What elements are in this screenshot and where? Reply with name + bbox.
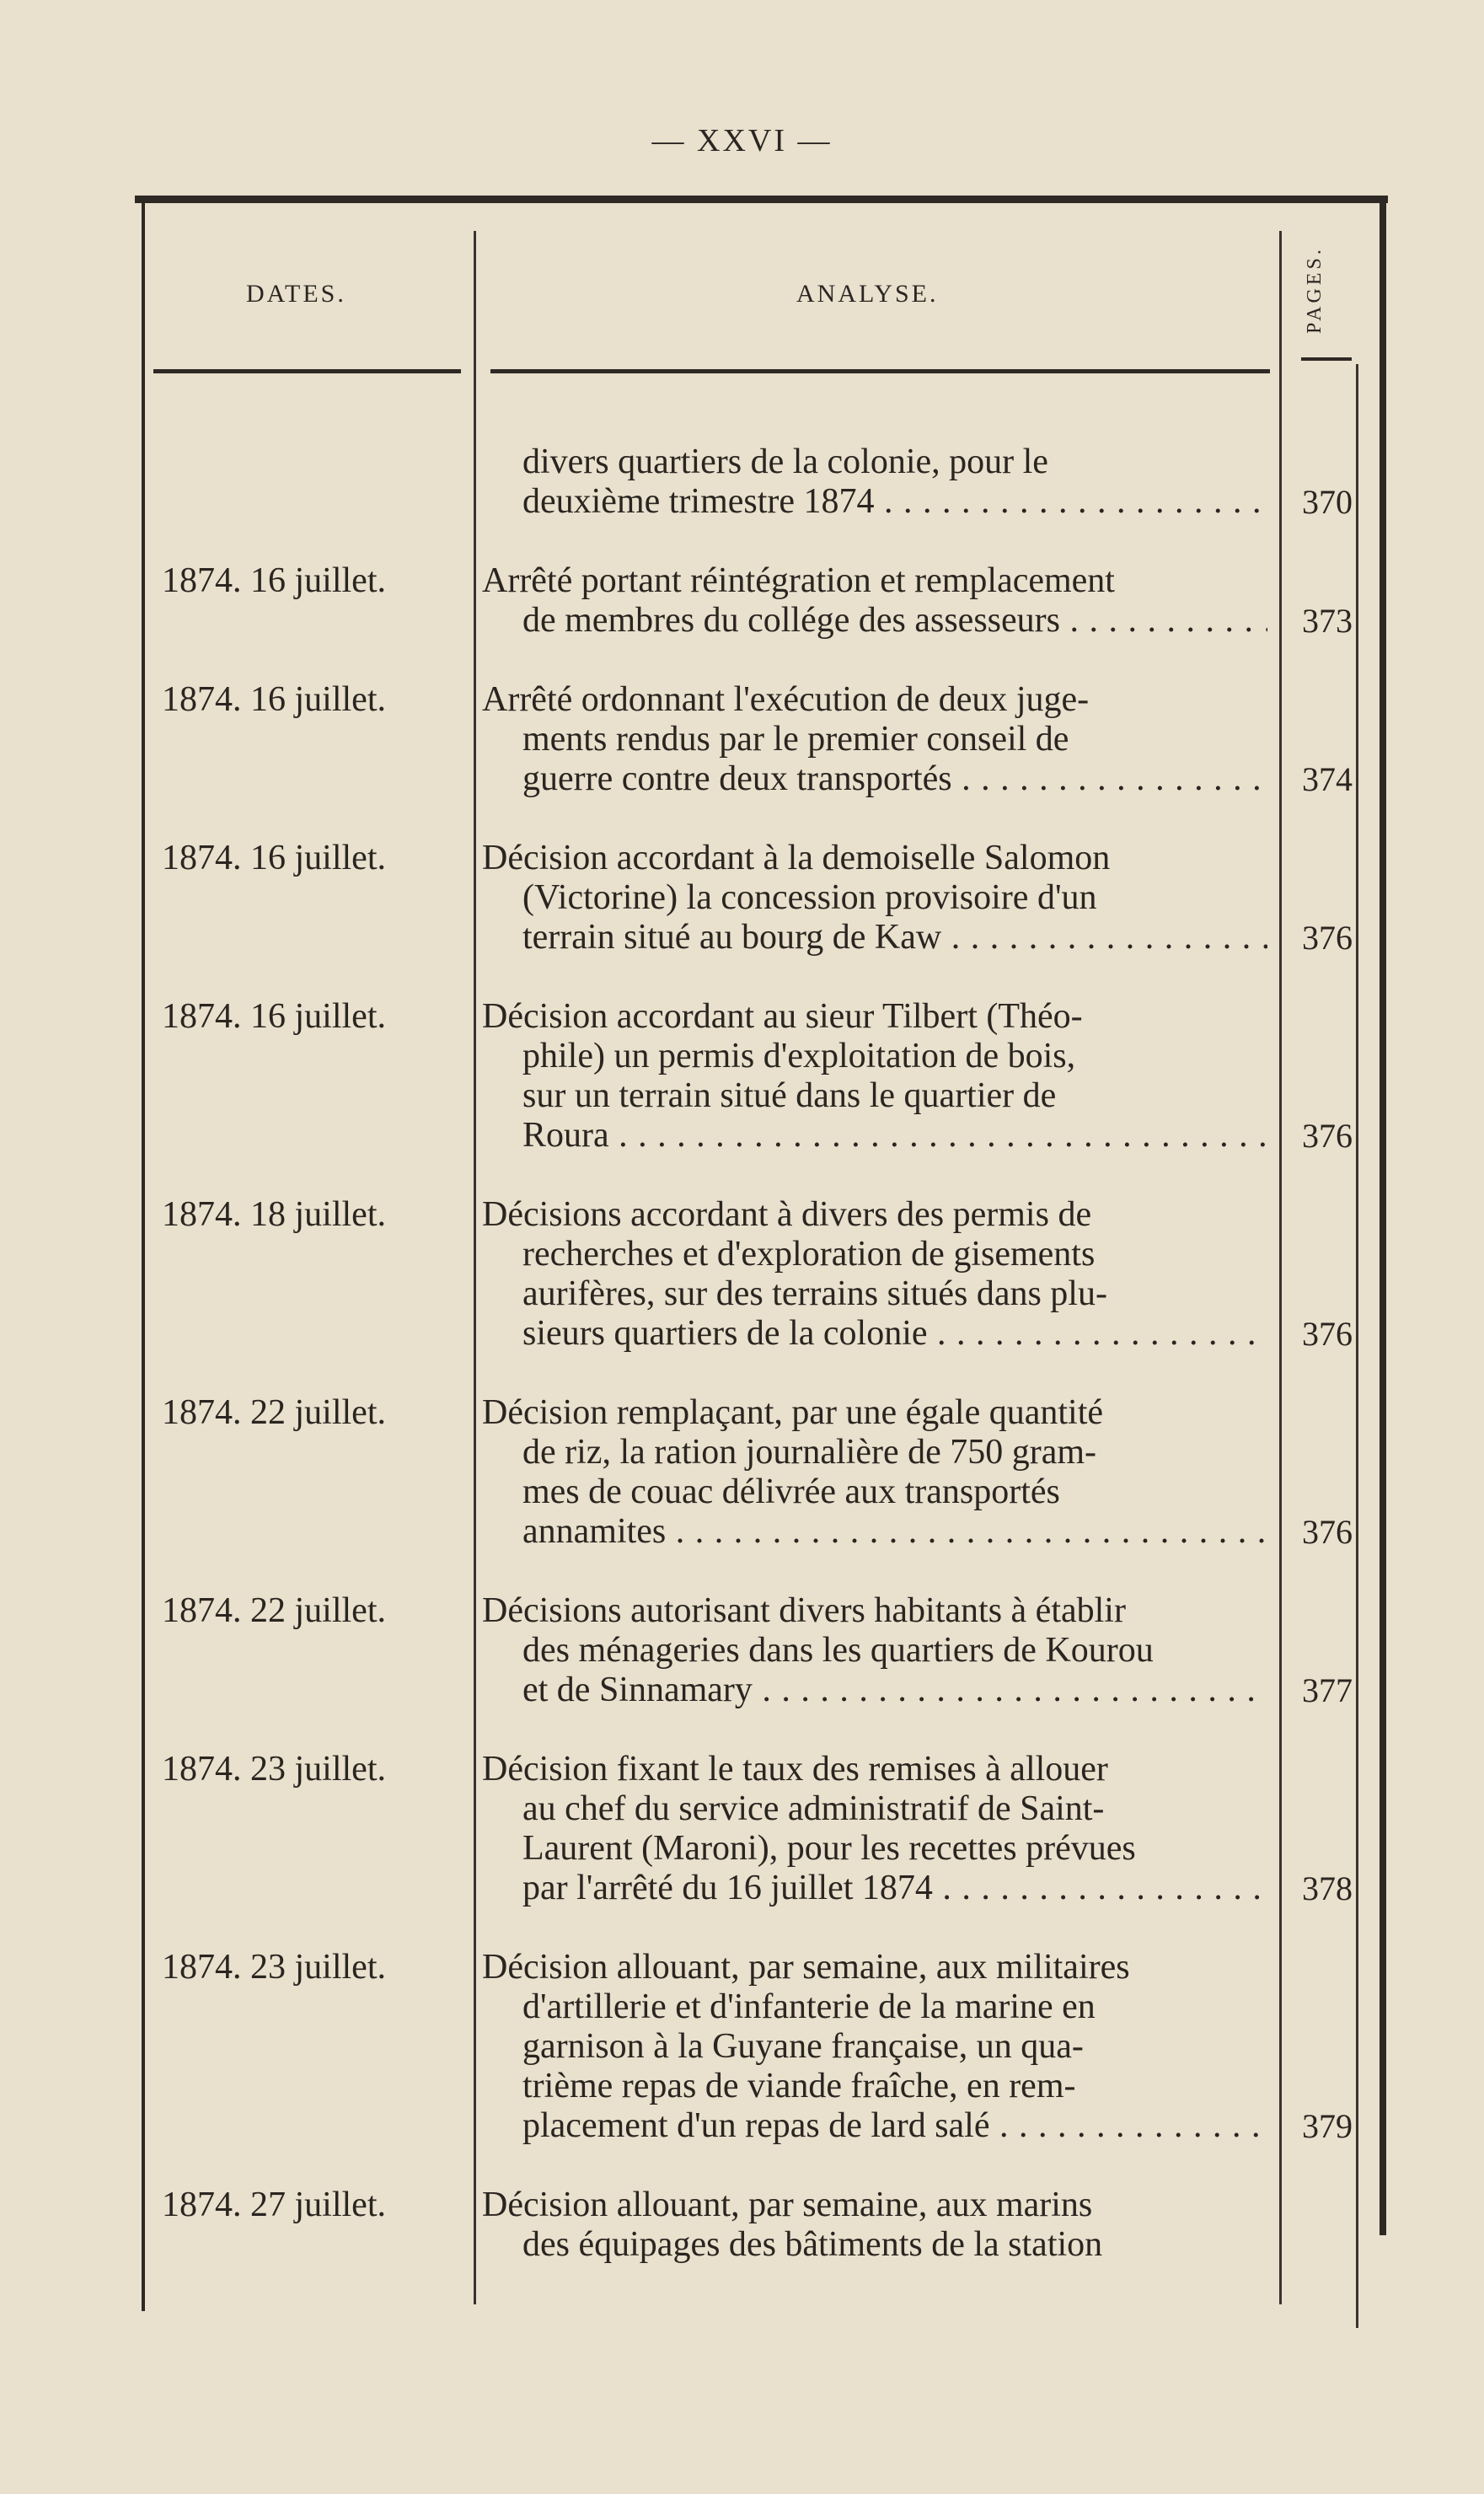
entry-date: 1874. 23 juillet. <box>162 1750 386 1789</box>
entry-analysis-line: recherches et d'exploration de gisements <box>522 1235 1096 1274</box>
entry-analysis <box>482 997 1267 1156</box>
entry-analysis <box>482 561 1267 641</box>
entry-page: 376 <box>1302 1117 1353 1155</box>
entry-page: 379 <box>1302 2107 1353 2145</box>
entry-analysis-line: annamites . . . <box>482 1512 1267 1552</box>
dates-header-rule <box>153 369 461 373</box>
entry-date: 1874. 16 juillet. <box>162 997 386 1036</box>
entry-date: 1874. 16 juillet. <box>162 839 386 877</box>
entry-analysis-line: de membres du collége des assesseurs . . . <box>482 601 1267 641</box>
entry-analysis-line: trième repas de viande fraîche, en rem- <box>522 2067 1076 2105</box>
entry-analysis-line: sieurs quartiers de la colonie . . . <box>482 1314 1267 1354</box>
entry-analysis-line: Décision allouant, par semaine, aux militaires <box>482 1948 1130 1987</box>
pages-header-rule <box>1301 357 1352 361</box>
entry-analysis-line: Arrêté ordonnant l'exécution de deux juge- <box>482 680 1090 719</box>
table-row <box>135 1393 1388 1552</box>
entry-analysis <box>482 1591 1267 1710</box>
entry-analysis-line: des équipages des bâtiments de la station <box>522 2225 1103 2264</box>
entry-analysis-line: par l'arrêté du 16 juillet 1874 . . . <box>482 1869 1267 1908</box>
entry-analysis <box>482 1948 1267 2146</box>
entry-analysis-line: sur un terrain situé dans le quartier de <box>522 1076 1057 1115</box>
column-header-dates: DATES. <box>246 280 346 308</box>
entry-analysis-line: et de Sinnamary . . . <box>482 1671 1267 1710</box>
entry-date: 1874. 23 juillet. <box>162 1948 386 1987</box>
entry-page: 378 <box>1302 1869 1353 1907</box>
table-row <box>135 1948 1388 2146</box>
entry-analysis-line: de riz, la ration journalière de 750 gram- <box>522 1433 1097 1472</box>
entry-page: 376 <box>1302 919 1353 957</box>
entry-analysis-line: Décision remplaçant, par une égale quantité <box>482 1393 1104 1432</box>
entry-analysis-line: divers quartiers de la colonie, pour le <box>522 442 1048 481</box>
table-row <box>135 561 1388 641</box>
entry-analysis <box>482 1195 1267 1354</box>
entry-analysis-line: Décision fixant le taux des remises à allouer <box>482 1750 1108 1789</box>
entry-analysis-line: Décisions accordant à divers des permis de <box>482 1195 1092 1234</box>
entry-analysis <box>482 1393 1267 1552</box>
entry-page: 376 <box>1302 1513 1353 1551</box>
entry-analysis-line: (Victorine) la concession provisoire d'un <box>522 878 1097 917</box>
entry-analysis-line: terrain situé au bourg de Kaw . . . <box>482 918 1267 957</box>
entry-analysis-line: ments rendus par le premier conseil de <box>522 720 1069 759</box>
entry-analysis-line: aurifères, sur des terrains situés dans plu- <box>522 1274 1107 1313</box>
entry-analysis-line: Décision accordant à la demoiselle Salomon <box>482 839 1111 877</box>
entry-analysis <box>482 2186 1267 2265</box>
entry-page: 376 <box>1302 1315 1353 1353</box>
entry-analysis-line: placement d'un repas de lard salé . . . <box>482 2106 1267 2146</box>
entry-page: 370 <box>1302 483 1353 521</box>
entry-analysis-line: garnison à la Guyane française, un qua- <box>522 2027 1084 2066</box>
entry-analysis <box>482 1750 1267 1908</box>
analyse-header-rule <box>490 369 1270 373</box>
entry-analysis-line: au chef du service administratif de Saint- <box>522 1789 1105 1828</box>
entry-page: 373 <box>1302 602 1353 640</box>
top-rule <box>135 196 1388 203</box>
page-number-header: — XXVI — <box>651 123 833 158</box>
table-row <box>135 997 1388 1156</box>
table-row <box>135 442 1388 522</box>
entry-analysis-line: mes de couac délivrée aux transportés <box>522 1472 1060 1511</box>
entry-analysis-line: Décision accordant au sieur Tilbert (Théo- <box>482 997 1083 1036</box>
entry-analysis-line: Décision allouant, par semaine, aux marins <box>482 2186 1093 2224</box>
entries-list <box>135 442 1388 2304</box>
column-header-pages: PAGES. <box>1304 246 1326 334</box>
entry-analysis-line: Roura . . . <box>482 1116 1267 1156</box>
table-row <box>135 839 1388 957</box>
column-header-analyse: ANALYSE. <box>796 280 939 308</box>
table-row <box>135 1750 1388 1908</box>
entry-date: 1874. 22 juillet. <box>162 1393 386 1432</box>
table-row <box>135 1195 1388 1354</box>
entry-date: 1874. 18 juillet. <box>162 1195 386 1234</box>
table-row <box>135 2186 1388 2265</box>
entry-date: 1874. 22 juillet. <box>162 1591 386 1630</box>
entry-analysis-line: Décisions autorisant divers habitants à établir <box>482 1591 1126 1630</box>
entry-analysis-line: phile) un permis d'exploitation de bois, <box>522 1037 1076 1075</box>
entry-page: 374 <box>1302 760 1353 798</box>
table-row <box>135 680 1388 799</box>
entry-analysis-line: d'artillerie et d'infanterie de la marine en <box>522 1987 1096 2026</box>
entry-date: 1874. 16 juillet. <box>162 680 386 719</box>
entry-analysis-line: Laurent (Maroni), pour les recettes prévues <box>522 1829 1136 1868</box>
entry-date: 1874. 16 juillet. <box>162 561 386 600</box>
entry-analysis-line: guerre contre deux transportés . . . <box>482 759 1267 799</box>
entry-analysis-line: des ménageries dans les quartiers de Kourou <box>522 1631 1154 1670</box>
entry-analysis <box>482 442 1267 522</box>
table-row <box>135 1591 1388 1710</box>
entry-analysis <box>482 839 1267 957</box>
entry-date: 1874. 27 juillet. <box>162 2186 386 2224</box>
entry-page: 377 <box>1302 1671 1353 1709</box>
entry-analysis-line: deuxième trimestre 1874 . . . <box>482 482 1267 522</box>
entry-analysis <box>482 680 1267 799</box>
entry-analysis-line: Arrêté portant réintégration et remplacement <box>482 561 1115 600</box>
